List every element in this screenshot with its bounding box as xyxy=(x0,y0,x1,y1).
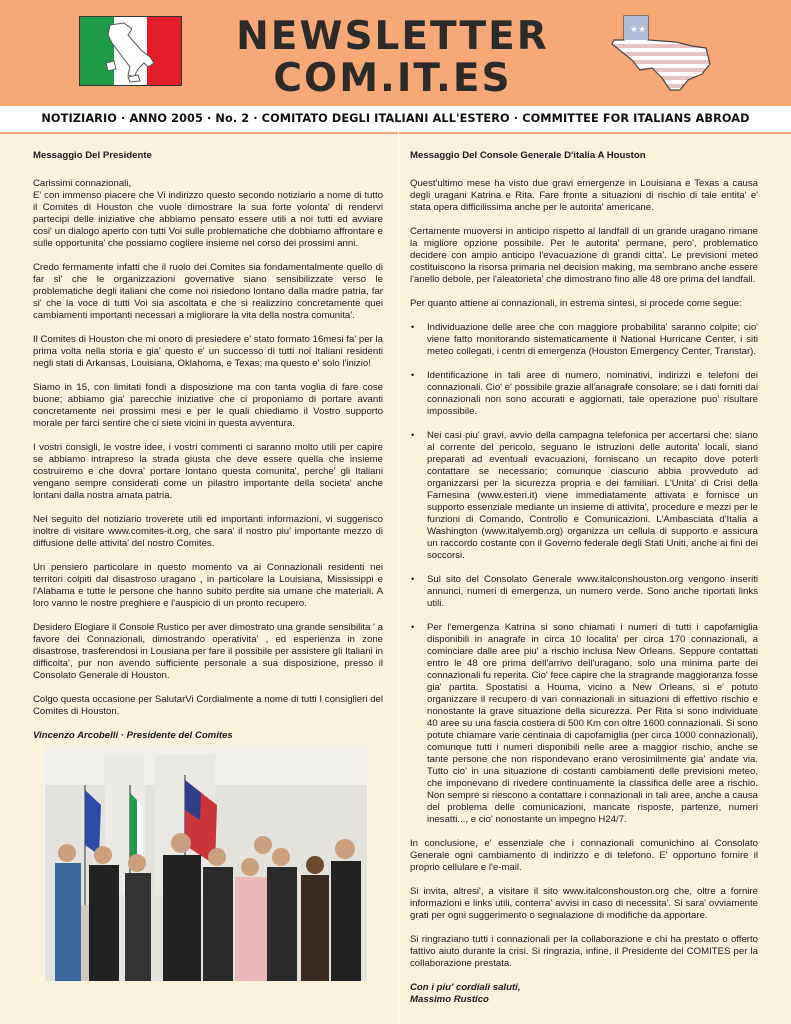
list-item: • Sul sito del Consolato Generale www.italconshouston.org vengono inseriti annunci, numeri di emergenza, un numero verde. Sono anche riportati links utili. xyxy=(410,574,758,610)
subtitle: NOTIZIARIO · ANNO 2005 · No. 2 · COMITATO DEGLI ITALIANI ALL'ESTERO · COMMITTEE FOR ITALIANS ABROAD xyxy=(41,112,750,125)
paragraph: I vostri consigli, le vostre idee, i vostri commenti ci saranno molto utili per capire se abbiamo intrapreso la strada giusta che deve essere quella che insieme costruiremo e che dovra' portare lontano questa comunita', perche' gli Italiani vengano sempre considerati come un pilastro importante della societa' anche lontani dalla nostra amata patria. xyxy=(33,442,383,501)
consul-heading: Messaggio Del Console Generale D'italia A Houston xyxy=(410,150,646,161)
president-signature: Vincenzo Arcobelli · Presidente del Comites xyxy=(33,730,233,741)
newsletter-title: NEWSLETTER COM.IT.ES xyxy=(236,14,549,101)
paragraph: Quest'ultimo mese ha visto due gravi emergenze in Louisiana e Texas a causa degli uragani Katrina e Rita. Fare fronte a situazioni di rischio di tale entita' e' stata opera difficilissima anche per le autorita' americane. xyxy=(410,178,758,213)
consul-message xyxy=(410,150,758,1018)
list-item: • Individuazione delle aree che con maggiore probabilita' saranno colpite; cio' viene fatto monitorando sistematicamente il National Hurricane Center, i siti meteo collegati, i centri di emergenza (Houston Emergency Center, Transtar). xyxy=(410,322,758,358)
texas-usa-flag-map-icon xyxy=(606,12,718,94)
paragraph: Colgo questa occasione per SalutarVi Cordialmente a nome di tutti I consiglieri del Comites di Houston. xyxy=(33,694,383,717)
paragraph: Credo fermamente infatti che il ruolo dei Comites sia fondamentalmente quello di far si' che le organizzazioni governative siano sensibilizzate verso le problematiche degli italiani che come noi risiedono lontano dalla madre patria, far si' che la voce di tutti Voi sia ascoltata e che si realizzino concretamente quei cambiamenti importanti necessari a migliorare la vita della nostra comunita'. xyxy=(33,262,383,321)
svg-text:★★: ★★ xyxy=(630,25,647,35)
paragraph: Un pensiero particolare in questo momento va ai Connazionali residenti nei territori colpiti dal disastroso uragano , in particolare la Louisiana, Mississippi e l'Alabama e tutte le persone che hanno subito perdite sia umane che materiali. A loro vanno le nostre preghiere e l'auspicio di un pronto recupero. xyxy=(33,562,383,609)
paragraph: Si invita, altresi', a visitare il sito www.italconshouston.org che, oltre a fornire informazioni e links utili, conterra' avvisi in caso di necessita'. Si sara' ovviamente grati per ogni suggerimento o segnalazione di modifiche da apportare. xyxy=(410,886,758,921)
paragraph: Desidero Elogiare il Console Rustico per aver dimostrato una grande sensibilita ' a favore dei Connazionali, dimostrando operativita' , ed esperienza in zone disastrose, trasferendosi in Lousiana per fare il possibile per assistere gli Italiani in difficolta', pur non avendo sufficiente personale a sua disposizione, presso il Consolato Generale di Houston. xyxy=(33,622,383,681)
list-item: • Per l'emergenza Katrina si sono chiamati i numeri di tutti i capofamiglia disponibili in anagrafe in circa 10 localita' per circa 170 connazionali, a cominciare dalle aree piu' a rischio inclusa New Orleans. Seppure contattati entro le 48 ore prima dell'arrivo dell'uragano, solo una minima parte dei connazionali fu reperita. Cio' fece capire che la stragrande maggioranza fosse gia' partita. Spostatisi a Houma, vicino a New Orleans, si e' potuto organizzare il recupero di vari connazionali in situazioni di effettivo rischio e nonostante la grave situazione della sicurezza. Per Rita si sono individuate 40 aree su una fascia costiera di 500 Km con oltre 1600 connazionali. Si sono potute chiamare varie centinaia di capofamiglia (per circa 1000 connazionali), comunque tutti i numeri disponibili nelle aree a maggior rischio, anche se tante persone che non rispondevano erano verosimilmente gia' andate via. Tutto cio' in una situazione di costanti cambiamenti delle previsioni meteo, che imponevano di rivedere continuamente la classifica delle aree a rischio. Non sempre si riescono a contattare i connazionali in tali aree, anche a causa del problema delle comunicazioni, mancate risposte, partenze, numeri inesatti..., e cio' nonostante un impegno H24/7. xyxy=(410,622,758,826)
president-heading: Messaggio Del Presidente xyxy=(33,150,152,161)
subtitle-bar xyxy=(0,104,791,134)
italy-flag-map-icon xyxy=(79,16,182,86)
paragraph: Certamente muoversi in anticipo rispetto al landfall di un grande uragano rimane la migliore opzione possibile. Per le autorita' permane, pero', problematico decidere con ampio anticipo l'evacuazione di grandi citta'. Le previsioni meteo costituiscono la risorsa primaria nel decision making, ma sembrano anche essere l'anello debole, per l'aleatorieta' che dimostrano fino alle 48 ore prima del landfall. xyxy=(410,226,758,285)
paragraph: Siamo in 15, con limitati fondi a disposizione ma con tanta voglia di fare cose buone; abbiamo gia' parecchie iniziative che ci proponiamo di portare avanti concretamente nei prossimi mesi e per le quali chiediamo il Vostro supporto morale per farci sentire che ci siete vicini in questa avventura. xyxy=(33,382,383,429)
newsletter-header xyxy=(0,0,791,104)
paragraph: In conclusione, e' essenziale che i connazionali comunichino al Consolato Generale ogni cambiamento di indirizzo e di telefono. E' opportuno fornire il proprio cellulare e l'e-mail. xyxy=(410,838,758,873)
consul-signature: Massimo Rustico xyxy=(410,994,489,1005)
paragraph: Nel seguito del notiziario troverete utili ed importanti informazioni, vi suggerisco inoltre di visitare www.comites-it.org, che sara' il nostro piu' importante mezzo di diffusione delle attivita' del nostro Comites. xyxy=(33,514,383,549)
group-photo xyxy=(45,745,367,981)
paragraph: Carissimi connazionali, E' con immenso piacere che Vi indirizzo questo secondo notiziario a nome di tutto il Comites di Houston che vuole dimostrare la sua forte volonta' di rendervi partecipi delle iniziative che abbiamo pensato essere utili a noi tutti ed avviare cosi' un dialogo aperto con tutti Voi sulle problematiche che dobbiamo affrontare e sulle opportunita' che possiamo cogliere insieme nel corso dei prossimi anni. xyxy=(33,178,383,249)
paragraph: Per quanto attiene ai connazionali, in estrema sintesi, si procede come segue: xyxy=(410,298,742,309)
procedure-list xyxy=(410,322,758,826)
paragraph: Si ringraziano tutti i connazionali per la collaborazione e chi ha prestato o offerto fattivo aiuto durante la crisi. Si ringrazia, infine, il Presidente del COMITES per la collaborazione prestata. xyxy=(410,934,758,969)
list-item: • Nei casi piu' gravi, avvio della campagna telefonica per accertarsi che: siano al corrente del pericolo, seguano le istruzioni delle autorita' locali, siano preparati ad eventuali evacuazioni, forniscano un recapito dove poterli contattare se necessario; comunque ciascuno abbia provveduto ad organizzarsi per la sicurezza propria e dei familiari. L'Unita' di Crisi della Farnesina (www.esteri.it) viene immediatamente attivata e fornisce un supporto essenziale mediante un insieme di attivita', procedure e mezzi per le funzioni di Comando, Controllo e Comunicazioni. L'Ambasciata d'Italia a Washington (www.italyemb.org) organizza un cellula di supporto e assicura un raccordo costante con il Governo federale degli Stati Uniti, anche ai fini dei soccorsi. xyxy=(410,430,758,562)
president-message xyxy=(33,150,383,754)
consul-closing: Con i piu' cordiali saluti, xyxy=(410,982,521,993)
list-item: • Identificazione in tali aree di numero, nominativi, indirizzi e telefoni dei connazionali. Cio' e' possibile grazie all'anagrafe consolare; se i dati forniti dai connazionali non sono accurati e aggiornati, tale operazione puo' risultare impossibile. xyxy=(410,370,758,418)
paragraph: Il Comites di Houston che mi onoro di presiedere e' stato formato 16mesi fa' per la prima volta nella storia e gia' questo e' un successo di tutti noi Italiani residenti negli stati di Arkansas, Louisiana, Oklahoma, e Texas; ma questo e' solo l'inizio! xyxy=(33,334,383,369)
column-divider xyxy=(398,131,399,1024)
